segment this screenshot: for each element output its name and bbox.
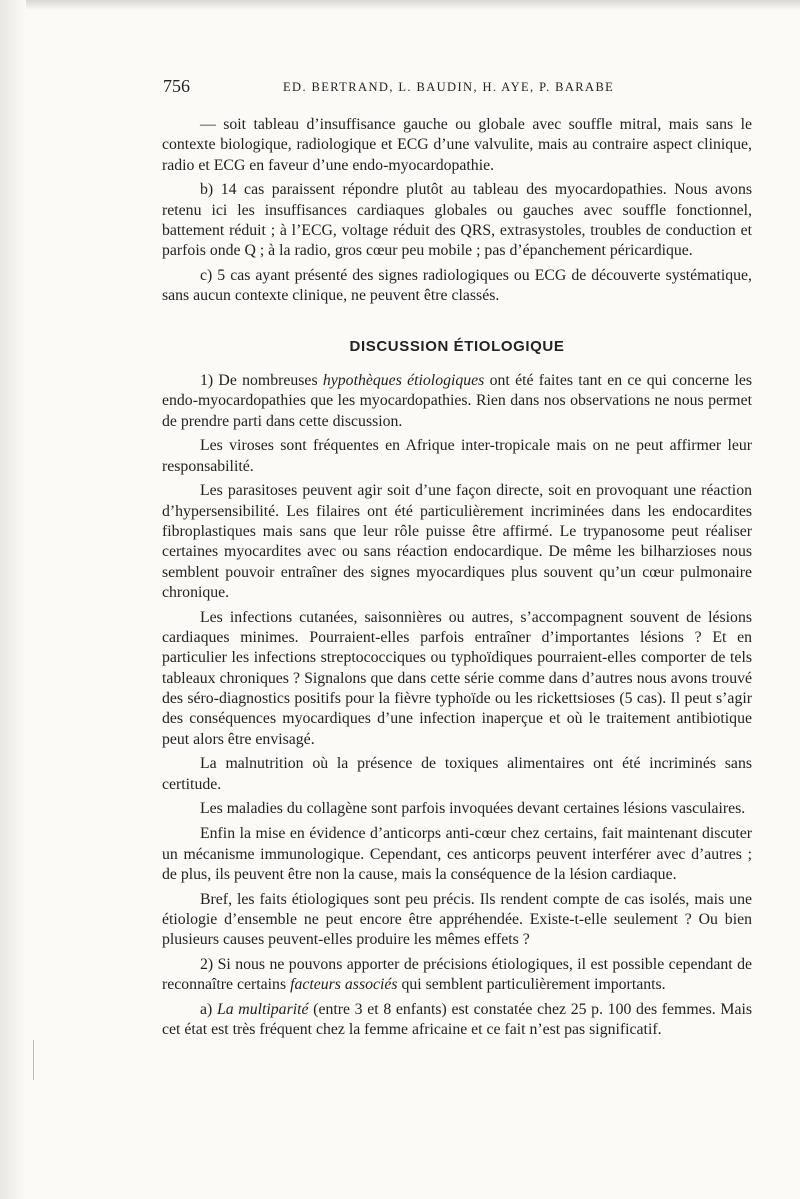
paragraph-bref: Bref, les faits étiologiques sont peu précis. Ils rendent compte de cas isolés, mais une étiologie d’ensemble ne peut encore être appréhendée. Existe-t-elle seulement ? Ou bien plusieurs causes peuvent-elles produire les mêmes effets ? (162, 890, 752, 949)
paragraph-facteurs-associes (162, 955, 752, 996)
article-body (162, 115, 752, 1045)
paragraph-infections: Les infections cutanées, saisonnières ou autres, s’accompagnent souvent de lésions cardiaques minimes. Pourraient-elles parfois entraîner d’importantes lésions ? Et en particulier les infections streptococciques ou typhoïdiques pourraient-elles comporter de tels tableaux chroniques ? Signalons que dans cette série comme dans d’autres nous avons trouvé des séro-diagnostics positifs pour la fièvre typhoïde ou les rickettsioses (5 cas). Il peut s’agir des conséquences myocardiques d’une infection inaperçue et où le traitement antibiotique peut alors être envisagé. (162, 608, 752, 748)
p2-lead: 2) Si nous ne pouvons apporter de précisions étiologiques, il est possible cependant de reconnaître certains (162, 955, 752, 994)
section-title: DISCUSSION ÉTIOLOGIQUE (349, 337, 565, 355)
paragraph-collagene: Les maladies du collagène sont parfois invoquées devant certaines lésions vasculaires. (200, 800, 746, 818)
margin-pencil-mark (33, 1040, 34, 1080)
p2-italic-term: facteurs associés (290, 976, 398, 994)
p2-rest: qui semblent particulièrement importants. (397, 976, 666, 994)
paragraph-c-non-classes: c) 5 cas ayant présenté des signes radiologiques ou ECG de découverte systématique, sans aucun contexte clinique, ne peuvent être classés. (162, 267, 752, 305)
paragraph-hypotheses (162, 371, 752, 432)
paragraph-parasitoses: Les parasitoses peuvent agir soit d’une façon directe, soit en provoquant une réaction d’hypersensibilité. Les filaires ont été particulièrement incriminées dans les endocardites fibroplastiques mais sans que leur rôle puisse être affirmé. Le trypanosome peut réaliser certaines myocardites avec ou sans réaction endocardique. De même les bilharzioses nous semblent pouvoir entraîner des signes myocardiques plus souvent qu’un cœur pulmonaire chronique. (162, 482, 752, 601)
p3-rest: (entre 3 et 8 enfants) est constatée chez 25 p. 100 des femmes. Mais cet état est très fréquent chez la femme africaine et ce fait n’est pas significatif. (162, 1001, 752, 1039)
paragraph-anticorps: Enfin la mise en évidence d’anticorps anti-cœur chez certains, fait maintenant discuter un mécanisme immunologique. Cependant, ces anticorps peuvent interférer avec d’autres ; de plus, ils peuvent être non la cause, mais la conséquence de la lésion cardiaque. (162, 825, 752, 883)
running-head-authors: ED. BERTRAND, L. BAUDIN, H. AYE, P. BARABE (283, 80, 615, 94)
page-number: 756 (163, 76, 190, 96)
page-header (163, 76, 753, 98)
paragraph-viroses: Les viroses sont fréquentes en Afrique inter-tropicale mais on ne peut affirmer leur responsabilité. (162, 437, 752, 475)
paragraph-multiparite (162, 1000, 752, 1041)
p3-lead: a) (200, 1001, 217, 1019)
p1-lead: 1) De nombreuses (200, 371, 323, 389)
scan-left-edge (0, 0, 26, 1199)
paragraph-soit-tableau: — soit tableau d’insuffisance gauche ou globale avec souffle mitral, mais sans le contexte biologique, radiologique et ECG d’une valvulite, mais au contraire aspect clinique, radio et ECG en faveur d’une endo-myocardopathie. (162, 116, 752, 174)
p3-italic-term: La multiparité (216, 1001, 309, 1019)
paragraph-malnutrition: La malnutrition où la présence de toxiques alimentaires ont été incriminés sans certitude. (162, 755, 752, 793)
p1-italic-term: hypothèques étiologiques (322, 371, 485, 389)
paragraph-b-myocardopathies: b) 14 cas paraissent répondre plutôt au tableau des myocardopathies. Nous avons retenu ici les insuffisances cardiaques globales ou gauches avec souffle fonctionnel, battement réduit ; à l’ECG, voltage réduit des QRS, extrasystoles, troubles de conduction et parfois onde Q ; à la radio, gros cœur peu mobile ; pas d’épanchement péricardique. (162, 181, 752, 260)
scan-top-shadow (0, 0, 800, 10)
p1-rest: ont été faites tant en ce qui concerne les endo-myocardopathies que les myocardopathies. Rien dans nos observations ne nous permet de prendre parti dans cette discussion. (162, 371, 752, 430)
